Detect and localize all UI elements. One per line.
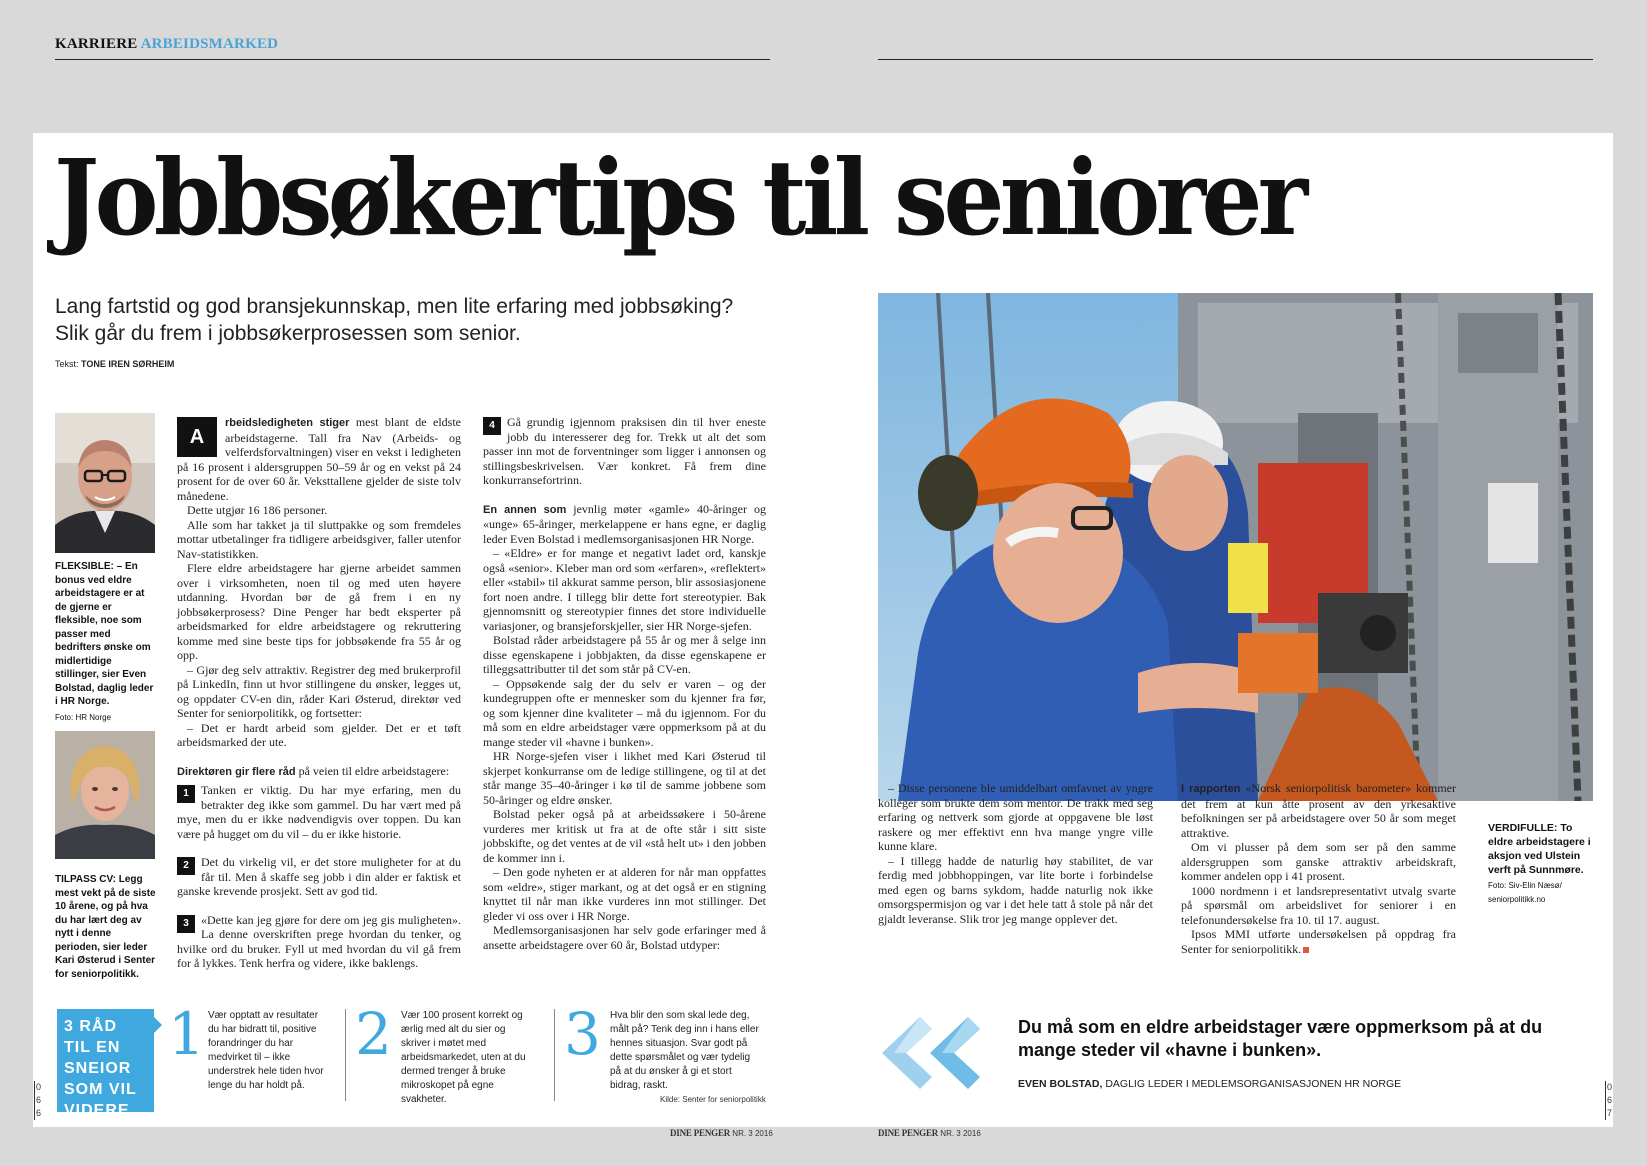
quote-chevrons-icon [878, 1013, 988, 1093]
portrait-2-caption [55, 873, 157, 981]
intro-lead: rbeidsledigheten stiger [225, 417, 350, 429]
tip-number: 1 [177, 785, 195, 803]
footer-left [670, 1128, 773, 1138]
section-name: ARBEIDSMARKED [140, 36, 279, 52]
numbered-tip-4: 4 Gå grundig igjennom praksisen din til hver eneste jobb du interesserer deg for. Trekk ut alt det som passer inn mot de forventninger som ligger i annonsen og stillingsbeskrivelsen. Vær konkret. Få frem dine konkurransefortrinn. [483, 415, 766, 487]
paragraph: En annen som jevnlig møter «gamle» 40-åringer og «unge» 65-åringer, merkelappene er hans egne, er daglig leder Even Bolstad i medlemsorganisasjonen HR Norge. [483, 501, 766, 546]
paragraph-lead: En annen som [483, 503, 567, 516]
paragraph: Bolstad råder arbeidstagere på 55 år og mer å selge inn disse egenskapene i jobbjakten, da disse egenskapene er tilleggsattributter til det som står på CV-en. [483, 633, 766, 676]
tip-text-3: Hva blir den som skal lede deg, målt på? Tenk deg inn i hans eller hennes situasjon. Svar godt på dette spørsmålet og vær tydelig på at du ønsker å gi et stort bidrag, raskt. [610, 1010, 759, 1091]
section-label [55, 36, 278, 53]
paragraph: – «Eldre» er for mange et negativt ladet ord, kanskje også «senior». Kleber man ord som «erfaren», «reflektert» eller «stabil» til akkurat samme person, blir assosiasjonene fort noen andre. I tillegg blir dette fort stereotypier. Bak gjennomsnitt og stereotypier finnes det store individuelle variasjoner, og bransjeforskjeller, sier HR Norge-sjefen. [483, 546, 766, 633]
byline-label: Tekst: [55, 359, 79, 369]
portrait-2-caption-lead: TILPASS CV: [55, 874, 116, 885]
ingress-line-2: Slik går du frem i jobbsøkerprosessen som senior. [55, 322, 521, 345]
portrait-2-caption-text: Legg mest vekt på de siste 10 årene, og på hva du har lært deg av nytt i denne perioden, sier leder Kari Østerud i Senter for seniorpolitikk. [55, 874, 156, 980]
main-photo-workers [878, 293, 1593, 801]
paragraph: – I tillegg hadde de naturlig høy stabilitet, de var ferdig med jobbhoppingen, var lite borte i forbindelse med egen og barns sykdom, hadde naturlig nok ikke omsorgspermisjon og var i det hele tatt å stole på når det gjaldt leveranse. Slik tror jeg mange opplever det. [878, 853, 1153, 926]
pull-quote-attribution [1018, 1078, 1401, 1090]
ingress [55, 293, 755, 347]
drop-cap: A [177, 417, 217, 457]
main-photo-caption-text: VERDIFULLE: To eldre arbeidstagere i aksjon ved Ulstein verft på Sunnmøre. [1488, 822, 1591, 876]
tip-number: 4 [483, 417, 501, 435]
subhead: Direktøren gir flere råd [177, 765, 296, 778]
tip-number-1: 1 [168, 1000, 205, 1068]
headline: Jobbsøkertips til seniorer [54, 136, 1304, 259]
pull-quote-author: EVEN BOLSTAD, [1018, 1078, 1103, 1090]
tip-text-1: Vær opptatt av resultater du har bidratt til, positive forandringer du har medvirket til – ikke understrek hele tiden hvor lenge du har holdt på. [208, 1010, 324, 1091]
section-header-left [55, 34, 770, 60]
paragraph: I rapporten «Norsk seniorpolitisk barometer» kommer det frem at kun åtte prosent av den yrkesaktive befolkningen ser på arbeidstagere over 50 år som meget attraktive. [1181, 781, 1456, 840]
paragraph: – Den gode nyheten er at alderen for når man oppfattes som «eldre», stiger markant, og at det også er en stigning knyttet til når man ikke vurderes inn mot stillinger. Det gleder vi oss over i HR Norge. [483, 865, 766, 923]
numbered-tip-3: 3 «Dette kan jeg gjøre for dere om jeg gis muligheten». La denne overskriften prege hvordan du tenker, og hvilke ord du bruker. Fyll ut med hvordan du vil gå frem for å lykkes. Tenk herfra og videre, ikke baklengs. [177, 912, 461, 970]
footer-brand: DINE PENGER [878, 1128, 939, 1138]
paragraph: Medlemsorganisasjonen har selv gode erfaringer med å ansette arbeidstagere over 60 år, Bolstad utdyper: [483, 923, 766, 952]
subhead-paragraph: Direktøren gir flere råd på veien til eldre arbeidstagere: [177, 763, 450, 778]
tip-number-3: 3 [564, 1000, 601, 1068]
paragraph: Ipsos MMI utførte undersøkelsen på oppdrag fra Senter for seniorpolitikk. [1181, 927, 1456, 956]
pull-quote: Du må som en eldre arbeidstager være oppmerksom på at du mange steder vil «havne i bunken». [1018, 1017, 1543, 1060]
paragraph: 1000 nordmenn i et landsrepresentativt utvalg svarte på spørsmål om arbeidslivet for seniorer i en telefonundersøkelse fra 10. til 17. august. [1181, 883, 1456, 927]
main-photo-credit: Foto: Siv-Elin Næsø/ seniorpolitikk.no [1488, 881, 1562, 904]
portrait-1-caption-lead: FLEKSIBLE: [55, 561, 114, 572]
portrait-1-caption-text: – En bonus ved eldre arbeidstagere er at de gjerne er fleksible, noe som passer med bedrifters ønske om midlertidige stillinger, sier Even Bolstad, daglig leder i HR Norge. [55, 561, 154, 707]
article-column-3 [878, 781, 1153, 926]
ingress-line-1: Lang fartstid og god bransjekunnskap, men lite erfaring med jobbsøking? [55, 295, 734, 318]
paragraph: – Oppsøkende salg der du selv er varen – og der kundegruppen ofte er mennesker som du kjenner fra før, og som kjenner dine kvaliteter – må du igjennom. For du må som en eldre arbeidstager være oppmerksom på at du mange steder vil «havne i bunken». [483, 676, 766, 749]
footer-issue: NR. 3 2016 [732, 1129, 773, 1138]
article-column-1 [177, 415, 461, 971]
tip-text-2: Vær 100 prosent korrekt og ærlig med alt du sier og skriver i møtet med arbeidsmarkedet, uten at du dermed trenger å bruke mikroskopet på egne svakheter. [401, 1010, 526, 1105]
tip-number: 2 [177, 857, 195, 875]
footer-right [878, 1128, 981, 1138]
tip-divider [345, 1009, 346, 1101]
tip-divider [554, 1009, 555, 1101]
tip-number-2: 2 [355, 1000, 392, 1068]
tips-source: Kilde: Senter for seniorpolitikk [660, 1095, 766, 1104]
intro-paragraph: A rbeidsledigheten stiger mest blant de eldste arbeidstagerne. Tall fra Nav (Arbeids- og velferdsforvaltningen) viser en vekst i ledigheten på 16 prosent i aldersgruppen 50–59 år og en vekst på 24 prosent for de over 60 år. Veksttallene gjelder de siste tolv månedene. [177, 415, 461, 503]
numbered-tip-2: 2 Det du virkelig vil, er det store muligheter for at du får til. Men å skaffe seg jobb i din alder er faktisk et ganske krevende prosjekt. Sett av god tid. [177, 855, 461, 898]
paragraph: HR Norge-sjefen viser i likhet med Kari Østerud til skjerpet konkurranse om de ledige stillingene, og til at det står mange 35–40-åringer i kø til de samme jobbene som 50-åringer og eldre ønsker. [483, 749, 766, 807]
portrait-1-caption [55, 560, 157, 724]
byline-author: TONE IREN SØRHEIM [81, 359, 175, 369]
end-mark-icon [1303, 947, 1309, 953]
paragraph: – Det er hardt arbeid som gjelder. Det er et tøft arbeidsmarked der ute. [177, 720, 461, 749]
byline [55, 359, 174, 369]
paragraph: Om vi plusser på dem som ser på den samme aldersgruppen som ganske attraktiv arbeidskraft, kommer andelen opp i 41 prosent. [1181, 840, 1456, 883]
footer-brand: DINE PENGER [670, 1128, 731, 1138]
section-header-right [878, 34, 1593, 60]
portrait-kari-osterud [55, 731, 155, 859]
paragraph: Dette utgjør 16 186 personer. [187, 503, 328, 517]
numbered-tip-1: 1 Tanken er viktig. Du har mye erfaring, men du betrakter deg ikke som gammel. Du har vært med på mye, men du er ikke nødvendigvis over toppen. Du kan være på hugget om du vil – du er ikke historie. [177, 783, 461, 841]
paragraph: Alle som har takket ja til sluttpakke og som fremdeles mottar utbetalinger fra tidligere arbeidsgiver, faller utenfor Nav-statistikken. [177, 517, 461, 561]
section-kicker: KARRIERE [55, 36, 138, 52]
page-number-left: 0 6 6 [35, 1082, 41, 1118]
paragraph: – Gjør deg selv attraktiv. Registrer deg med brukerprofil på LinkedIn, finn ut hvor stillingene du ønsker, legges ut, og oppdater CV-en din, råder Kari Østerud, direktør ved Senter for seniorpolitikk, og fortsetter: [177, 662, 461, 720]
paragraph: – Disse personene ble umiddelbart omfavnet av yngre kolleger som brukte dem som mentor. De trakk med seg erfaring og nettverk som gjorde at oppgavene ble løst raskere og mer effektivt enn hva mange yngre ville kunne klare. [878, 781, 1153, 853]
page-number-right: 0 6 7 [1606, 1082, 1612, 1118]
article-column-2 [483, 415, 766, 952]
paragraph-lead: I rapporten [1181, 783, 1241, 795]
tip-number: 3 [177, 915, 195, 933]
tips-box-label: 3 RÅD TIL EN SNEIOR SOM VIL VIDERE [57, 1009, 154, 1112]
paragraph: Flere eldre arbeidstagere har gjerne arbeidet sammen over i virksomheten, noen til og med uten høyere utdanning. Hvordan bør de gå frem i en ny jobbsøkerprosess? Dine Penger har bedt eksperter på arbeidsmarked for eldre arbeidstagere og rekruttering komme med sine beste tips for jobbsøkende fra 55 år og opp. [177, 561, 461, 662]
article-column-4 [1181, 781, 1456, 956]
portrait-1-credit: Foto: HR Norge [55, 712, 112, 722]
footer-issue: NR. 3 2016 [940, 1129, 981, 1138]
portrait-even-bolstad [55, 413, 155, 553]
article-spread [33, 133, 1613, 1127]
main-photo-caption [1488, 821, 1598, 907]
pull-quote-role: DAGLIG LEDER I MEDLEMSORGANISASJONEN HR NORGE [1102, 1078, 1402, 1090]
paragraph: Bolstad peker også på at arbeidssøkere i 50-årene vurderes mer kritisk ut fra at de ofte står i sitt siste jobbskifte, og det ventes at de vil «stå helt ut» i den jobben de kommer inn i. [483, 807, 766, 865]
